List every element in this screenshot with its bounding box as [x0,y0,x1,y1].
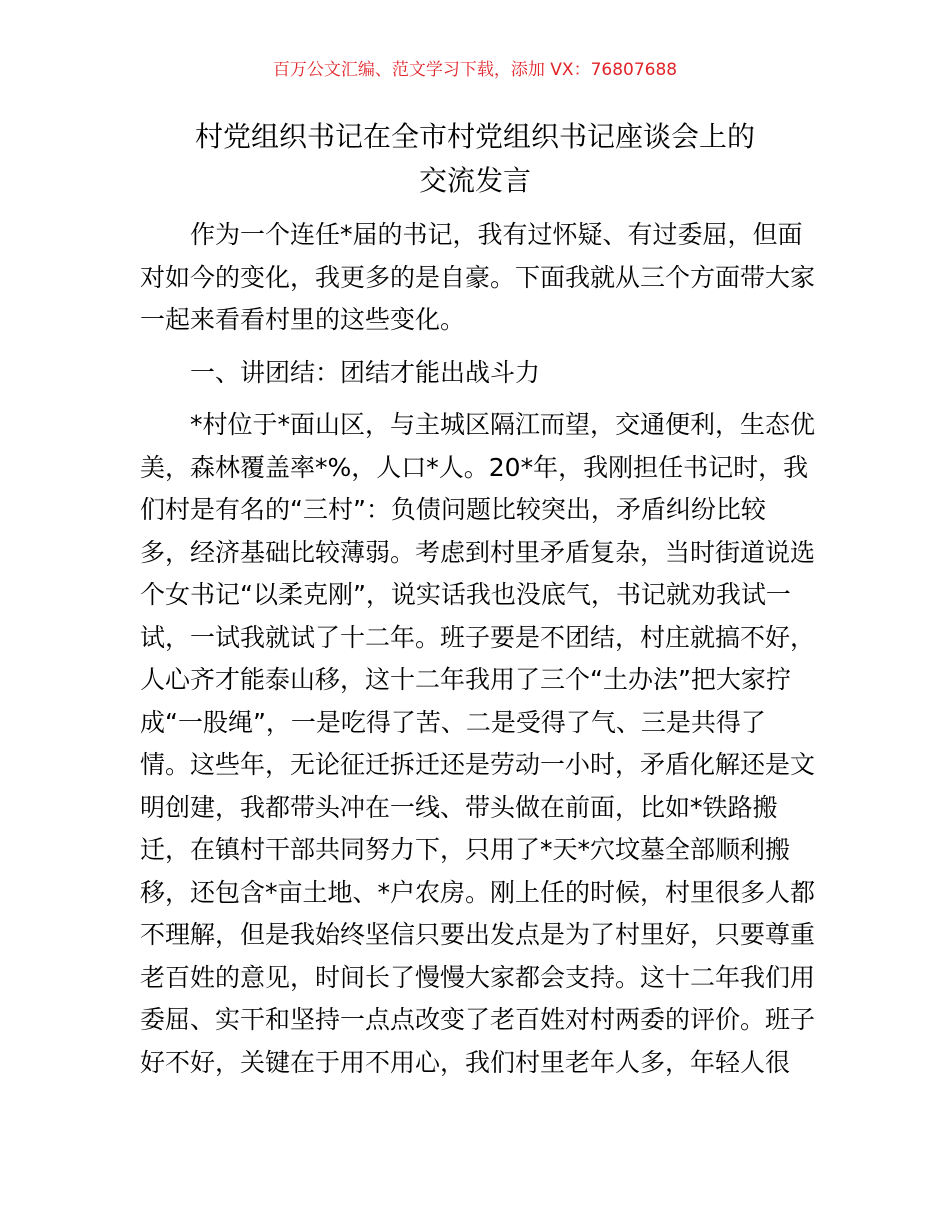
section-line: 迁，在镇村干部共同努力下，只用了*天*穴坟墓全部顺利搬 [140,835,791,864]
section-line: 试，一试我就试了十二年。班子要是不团结，村庄就搞不好， [140,622,816,652]
title-line: 村党组织书记在全市村党组织书记座谈会上的 [194,120,755,153]
section-line: 美，森林覆盖率*%，人口*人。20*年，我刚担任书记时，我 [140,452,809,482]
section-heading: 一、讲团结：团结才能出战斗力 [190,357,541,387]
intro-line: 对如今的变化，我更多的是自豪。下面我就从三个方面带大家 [140,262,816,292]
paragraph-gap [140,394,812,404]
section-line: *村位于*面山区，与主城区隔江而望，交通便利，生态优 [190,410,816,439]
section-line: 明创建，我都带头冲在一线、带头做在前面，比如*铁路搬 [140,792,778,822]
promo-banner: 百万公文汇编、范文学习下载，添加 VX：76807688 [272,60,678,80]
section-line: 成“一股绳”，一是吃得了苦、二是受得了气、三是共得了 [140,707,766,737]
section-line: 老百姓的意见，时间长了慢慢大家都会支持。这十二年我们用 [140,962,816,992]
section-line: 人心齐才能泰山移，这十二年我用了三个“土办法”把大家拧 [140,665,791,694]
section-line: 不理解，但是我始终坚信只要出发点是为了村里好，只要尊重 [140,920,816,949]
section-line: 们村是有名的“三村”：负债问题比较突出，矛盾纠纷比较 [140,495,766,524]
paragraph-gap [140,342,812,352]
section-line: 情。这些年，无论征迁拆迁还是劳动一小时，矛盾化解还是文 [140,750,816,779]
intro-line: 作为一个连任*届的书记，我有过怀疑、有过委屈，但面 [190,220,803,249]
section-line: 好不好，关键在于用不用心，我们村里老年人多，年轻人很 [140,1047,791,1077]
section-line: 多，经济基础比较薄弱。考虑到村里矛盾复杂，当时街道说选 [140,537,816,567]
title-line: 交流发言 [418,164,531,197]
section-line: 委屈、实干和坚持一点点改变了老百姓对村两委的评价。班子 [140,1005,816,1034]
section-line: 移，还包含*亩土地、*户农房。刚上任的时候，村里很多人都 [140,877,816,907]
document-body [140,214,816,1084]
document-title [140,115,810,203]
intro-line: 一起来看看村里的这些变化。 [140,305,466,334]
section-line: 个女书记“以柔克刚”，说实话我也没底气，书记就劝我试一 [140,580,791,609]
